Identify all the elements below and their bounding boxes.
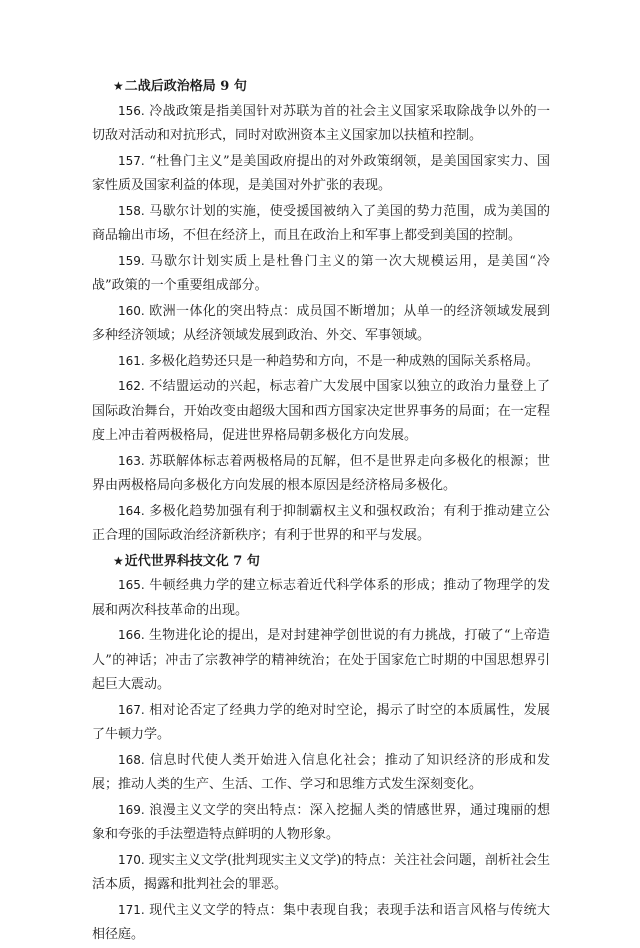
section-heading — [92, 549, 550, 574]
item-text: 不结盟运动的兴起，标志着广大发展中国家以独立的政治力量登上了国际政治舞台，开始改变由超级大国和西方国家决定世界事务的局面；在一定程度上冲击着两极格局，促进世界格局朝多极化方向发展。 — [92, 379, 550, 443]
item-text: 牛顿经典力学的建立标志着近代科学体系的形成；推动了物理学的发展和两次科技革命的出现。 — [92, 578, 550, 618]
list-item — [92, 149, 550, 199]
item-text: 现代主义文学的特点：集中表现自我；表现手法和语言风格与传统大相径庭。 — [92, 902, 550, 942]
list-item — [92, 898, 550, 948]
item-text: 信息时代使人类开始进入信息化社会；推动了知识经济的形成和发展；推动人类的生产、生活、工作、学习和思维方式发生深刻变化。 — [92, 752, 550, 792]
item-number: 170. — [118, 852, 145, 867]
item-number: 163. — [118, 453, 145, 468]
star-icon: ★ — [113, 79, 124, 93]
item-number: 166. — [118, 628, 145, 642]
list-item — [92, 299, 550, 349]
item-text: 相对论否定了经典力学的绝对时空论，揭示了时空的本质属性，发展了牛顿力学。 — [92, 702, 550, 742]
list-item — [92, 349, 550, 375]
section-heading-text: 近代世界科技文化 7 句 — [124, 553, 260, 569]
item-number: 171. — [118, 902, 145, 917]
item-text: 马歇尔计划的实施，使受援国被纳入了美国的势力范围，成为美国的商品输出市场，不但在经济上，而且在政治上和军事上都受到美国的控制。 — [92, 203, 550, 243]
list-item — [92, 199, 550, 249]
item-number: 162. — [118, 379, 145, 393]
list-item — [92, 623, 550, 698]
list-item — [92, 499, 550, 549]
item-text: 冷战政策是指美国针对苏联为首的社会主义国家采取除战争以外的一切敌对活动和对抗形式，同时对欧洲资本主义国家加以扶植和控制。 — [92, 103, 550, 143]
item-number: 165. — [118, 578, 145, 592]
item-text: 现实主义文学(批判现实主义文学)的特点：关注社会问题，剖析社会生活本质，揭露和批判社会的罪恶。 — [92, 852, 550, 892]
item-number: 160. — [118, 303, 145, 318]
item-text: 多极化趋势还只是一种趋势和方向，不是一种成熟的国际关系格局。 — [148, 353, 539, 369]
section-heading-text: 二战后政治格局 9 句 — [124, 79, 247, 94]
item-number: 167. — [118, 702, 145, 717]
list-item — [92, 798, 550, 848]
list-item — [92, 573, 550, 623]
item-number: 168. — [118, 752, 145, 767]
item-number: 156. — [118, 103, 145, 118]
item-text: 多极化趋势加强有利于抑制霸权主义和强权政治；有利于推动建立公正合理的国际政治经济新秩序；有利于世界的和平与发展。 — [92, 503, 550, 543]
document-page — [92, 74, 550, 948]
item-text: 浪漫主义文学的突出特点：深入挖掘人类的情感世界，通过瑰丽的想象和夸张的手法塑造特点鲜明的人物形象。 — [92, 802, 550, 842]
star-icon: ★ — [113, 553, 124, 568]
list-item — [92, 99, 550, 149]
item-number: 158. — [118, 203, 145, 218]
list-item — [92, 698, 550, 748]
item-text: 马歇尔计划实质上是杜鲁门主义的第一次大规模运用，是美国“冷战”政策的一个重要组成部分。 — [92, 253, 550, 293]
list-item — [92, 848, 550, 898]
item-number: 164. — [118, 503, 145, 518]
item-text: 苏联解体标志着两极格局的瓦解，但不是世界走向多极化的根源；世界由两极格局向多极化方向发展的根本原因是经济格局多极化。 — [92, 453, 550, 493]
item-number: 169. — [118, 802, 145, 817]
item-text: “杜鲁门主义”是美国政府提出的对外政策纲领，是美国国家实力、国家性质及国家利益的体现，是美国对外扩张的表现。 — [92, 153, 550, 193]
item-text: 生物进化论的提出，是对封建神学创世说的有力挑战，打破了“上帝造人”的神话；冲击了宗教神学的精神统治；在处于国家危亡时期的中国思想界引起巨大震动。 — [92, 628, 550, 692]
item-number: 157. — [118, 153, 145, 168]
section-heading — [92, 74, 550, 99]
list-item — [92, 748, 550, 798]
item-number: 161. — [118, 353, 145, 368]
list-item — [92, 249, 550, 299]
item-text: 欧洲一体化的突出特点：成员国不断增加；从单一的经济领域发展到多种经济领域；从经济领域发展到政治、外交、军事领域。 — [92, 303, 550, 343]
list-item — [92, 374, 550, 449]
item-number: 159. — [118, 253, 145, 268]
list-item — [92, 449, 550, 499]
